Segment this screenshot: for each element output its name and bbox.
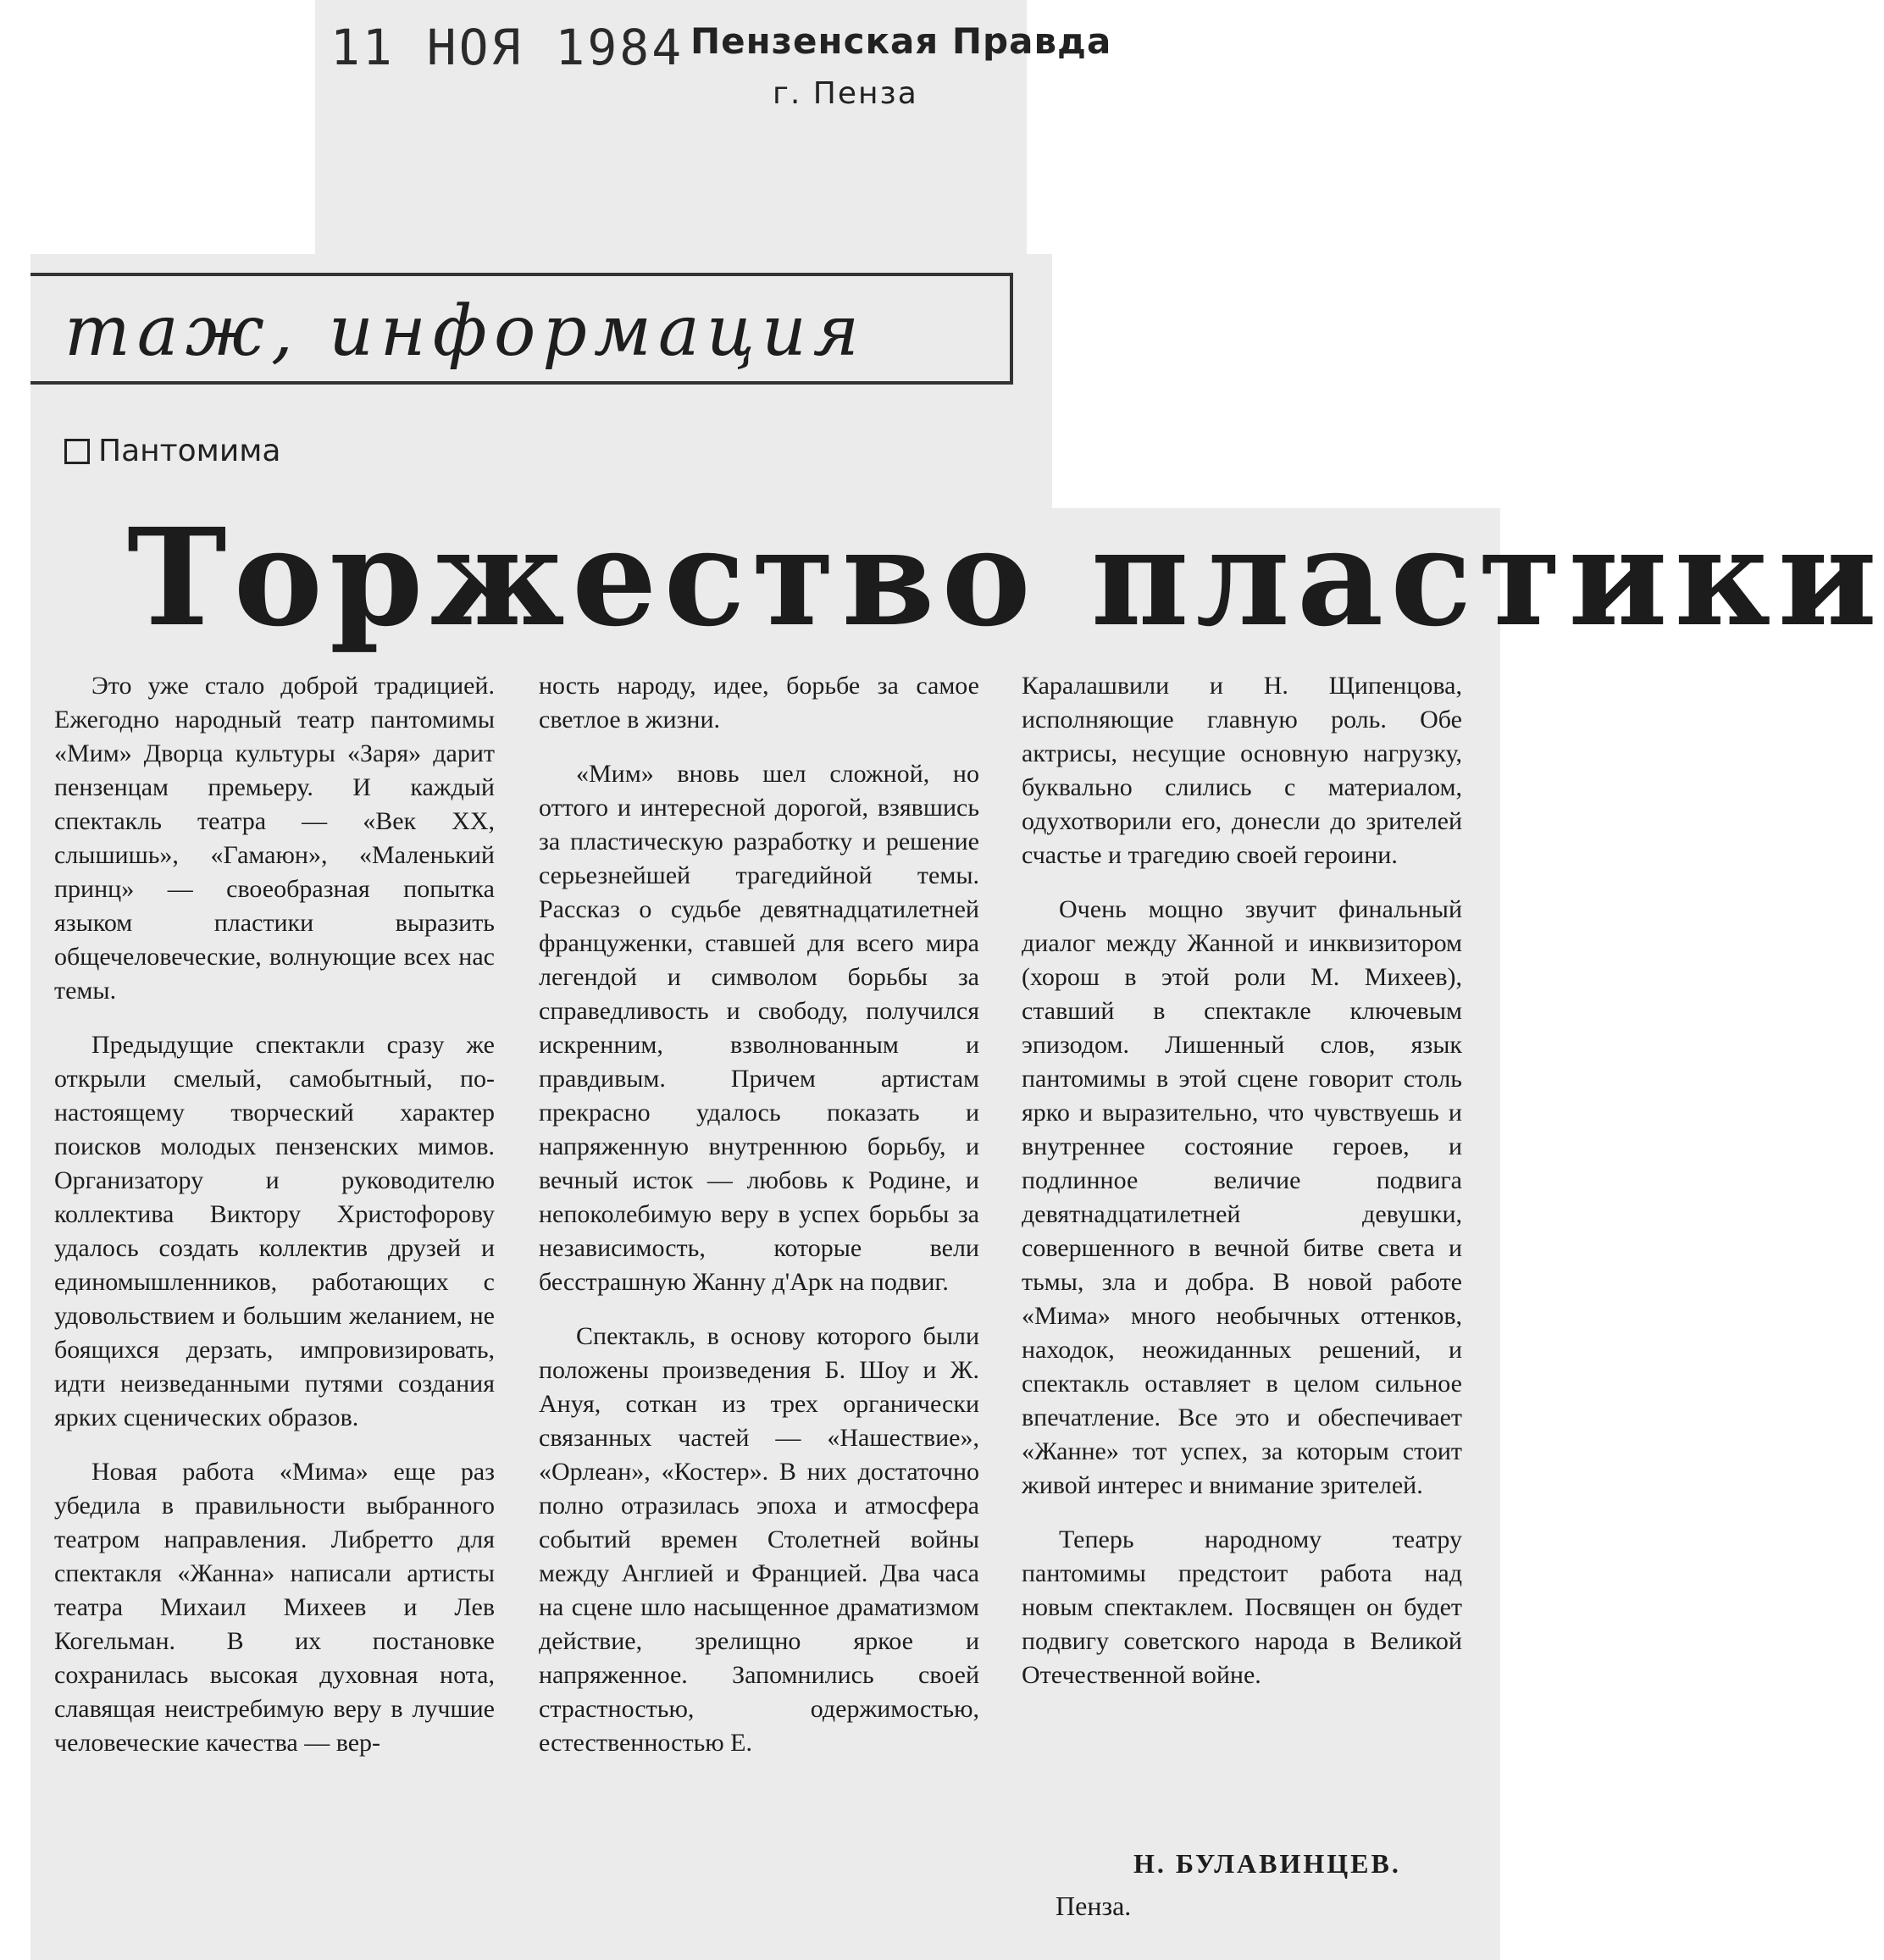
paragraph: Это уже стало доброй традицией. Ежегодно народный театр пантомимы «Мим» Дворца культуры «Заря» дарит пензенцам премьеру. И каждый спектакль театра — «Век XX, слышишь», «Гамаюн», «Маленький принц» — своеобразная попытка языком пластики выразить общечеловеческие, волнующие всех нас темы.	[54, 672, 495, 1005]
article-column-3	[1022, 669, 1462, 1713]
paragraph: ность народу, идее, борьбе за самое светлое в жизни.	[539, 672, 979, 734]
newspaper-name-stamp: Пензенская Правда	[690, 20, 1112, 62]
paragraph: Предыдущие спектакли сразу же открыли смелый, самобытный, по-настоящему творческий характер поисков молодых пензенских мимов. Организатору и руководителю коллектива Виктору Христофорову удалось создать коллектив друзей и единомышленников, работающих с удовольствием и большим желанием, не боящихся дерзать, импровизировать, идти неизведанными путями создания ярких сценических образов.	[54, 1031, 495, 1431]
rubric-title: таж, информация	[64, 291, 867, 372]
date-stamp: 11 НОЯ 1984	[330, 19, 684, 76]
paragraph: Новая работа «Мима» еще раз убедила в правильности выбранного театром направления. Либретто для спектакля «Жанна» написали артисты театра Михаил Михеев и Лев Когельман. В их постановке сохранилась высокая духовная нота, славящая неистребимую веру в лучшие человеческие качества — вер-	[54, 1458, 495, 1757]
article-column-1	[54, 669, 495, 1780]
section-label: Пантомима	[98, 434, 281, 468]
paragraph: Спектакль, в основу которого были положены произведения Б. Шоу и Ж. Ануя, соткан из трех органически связанных частей — «Нашествие», «Орлеан», «Костер». В них достаточно полно отразилась эпоха и атмосфера событий времен Столетней войны между Англией и Францией. Два часа на сцене шло насыщенное драматизмом действие, зрелищно яркое и напряженное. Запомнились своей страстностью, одержимостью, естественностью Е.	[539, 1322, 979, 1757]
paragraph: Очень мощно звучит финальный диалог между Жанной и инквизитором (хорош в этой роли М. Михеев), ставший в спектакле ключевым эпизодом. Лишенный слов, язык пантомимы в этой сцене говорит столь ярко и выразительно, что чувствуешь и внутреннее состояние героев, и подлинное величие подвига девятнадцатилетней девушки, совершенного в вечной битве света и тьмы, зла и добра. В новой работе «Мима» много необычных оттенков, находок, неожиданных решений, и спектакль оставляет в целом сильное впечатление. Все это и обеспечивает «Жанне» тот успех, за которым стоит живой интерес и внимание зрителей.	[1022, 895, 1462, 1499]
article-column-2	[539, 669, 979, 1780]
city-stamp: г. Пенза	[773, 76, 918, 111]
article-headline: Торжество пластики	[127, 500, 1884, 656]
section-tag	[64, 434, 280, 468]
paragraph: «Мим» вновь шел сложной, но оттого и интересной дорогой, взявшись за пластическую разработку и решение серьезнейшей трагедийной темы. Рассказ о судьбе девятнадцатилетней француженки, ставшей для всего мира легендой и символом борьбы за справедливость и свободу, получился искренним, взволнованным и правдивым. Причем артистам прекрасно удалось показать и напряженную внутреннюю борьбу, и вечный исток — любовь к Родине, и непоколебимую веру в успех борьбы за независимость, которые вели бесстрашную Жанну д'Арк на подвиг.	[539, 760, 979, 1296]
clipping-paper-edge	[1027, 254, 1052, 508]
author-signature: Н. БУЛАВИНЦЕВ.	[1133, 1848, 1401, 1879]
author-city: Пенза.	[1056, 1891, 1132, 1921]
rubric-banner	[30, 273, 1013, 385]
paragraph: Теперь народному театру пантомимы предстоит работа над новым спектаклем. Посвящен он будет подвигу советского народа в Великой Отечественной войне.	[1022, 1525, 1462, 1689]
square-bullet-icon	[64, 439, 90, 464]
paragraph: Каралашвили и Н. Щипенцова, исполняющие главную роль. Обе актрисы, несущие основную нагрузку, буквально слились с материалом, одухотворили его, донесли до зрителей счастье и трагедию своей героини.	[1022, 672, 1462, 869]
